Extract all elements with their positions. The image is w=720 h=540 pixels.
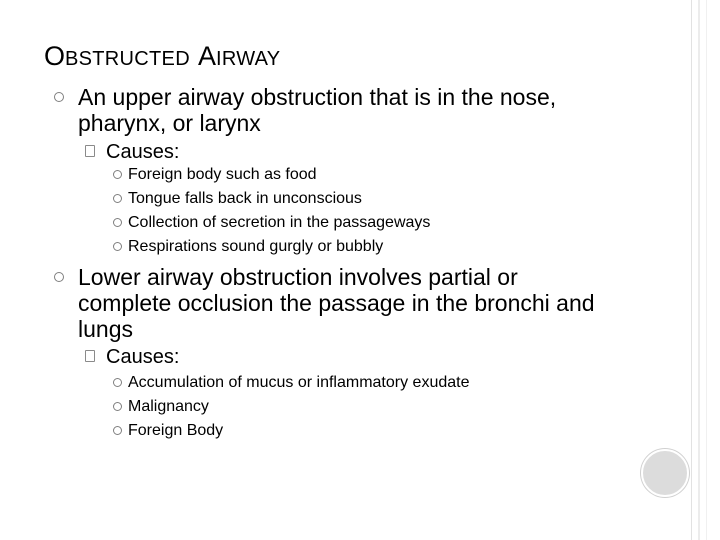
- point-text: Lower airway obstruction involves partial or: [78, 264, 518, 290]
- list-item: [128, 213, 430, 233]
- bullet-point-continued: [78, 110, 261, 137]
- point-text: pharynx, or larynx: [78, 110, 261, 136]
- bullet-point-continued: [78, 316, 133, 343]
- point-text: An upper airway obstruction that is in the nose,: [78, 84, 557, 110]
- list-item: [128, 237, 383, 257]
- small-hollow-circle-bullet-icon: [113, 426, 122, 435]
- point-text: lungs: [78, 316, 133, 342]
- edge-line: [706, 0, 707, 540]
- bullet-point: [78, 264, 518, 291]
- item-text: Accumulation of mucus or inflammatory exudate: [128, 374, 470, 391]
- title-word1-rest: BSTRUCTED: [65, 48, 190, 70]
- item-text: Tongue falls back in unconscious: [128, 190, 362, 207]
- hollow-circle-bullet-icon: [54, 92, 64, 102]
- title-initial: O: [44, 41, 66, 71]
- small-hollow-circle-bullet-icon: [113, 170, 122, 179]
- sub-label: Causes:: [106, 141, 180, 163]
- bullet-point-continued: [78, 290, 595, 317]
- item-text: Foreign Body: [128, 422, 224, 439]
- item-text: Respirations sound gurgly or bubbly: [128, 238, 384, 255]
- sub-bullet: [106, 346, 179, 368]
- item-text: Malignancy: [128, 398, 209, 415]
- hollow-circle-bullet-icon: [54, 272, 64, 282]
- box-bullet-icon: [85, 145, 95, 157]
- list-item: [128, 421, 223, 441]
- small-hollow-circle-bullet-icon: [113, 378, 122, 387]
- small-hollow-circle-bullet-icon: [113, 218, 122, 227]
- small-hollow-circle-bullet-icon: [113, 402, 122, 411]
- box-bullet-icon: [85, 350, 95, 362]
- right-edge-band: [690, 0, 720, 540]
- title-word2-rest: IRWAY: [215, 48, 281, 70]
- item-text: Collection of secretion in the passageways: [128, 214, 431, 231]
- slide-title: [44, 38, 280, 70]
- edge-line: [691, 0, 692, 540]
- item-text: Foreign body such as food: [128, 166, 317, 183]
- edge-line: [698, 0, 700, 540]
- sub-bullet: [106, 141, 179, 163]
- list-item: [128, 373, 469, 393]
- sub-label: Causes:: [106, 346, 180, 368]
- small-hollow-circle-bullet-icon: [113, 242, 122, 251]
- list-item: [128, 397, 209, 417]
- list-item: [128, 189, 362, 209]
- decorative-circle-icon: [641, 449, 689, 497]
- point-text: complete occlusion the passage in the bronchi and: [78, 290, 595, 316]
- bullet-point: [78, 84, 556, 111]
- title-initial: A: [197, 41, 216, 71]
- small-hollow-circle-bullet-icon: [113, 194, 122, 203]
- list-item: [128, 165, 317, 185]
